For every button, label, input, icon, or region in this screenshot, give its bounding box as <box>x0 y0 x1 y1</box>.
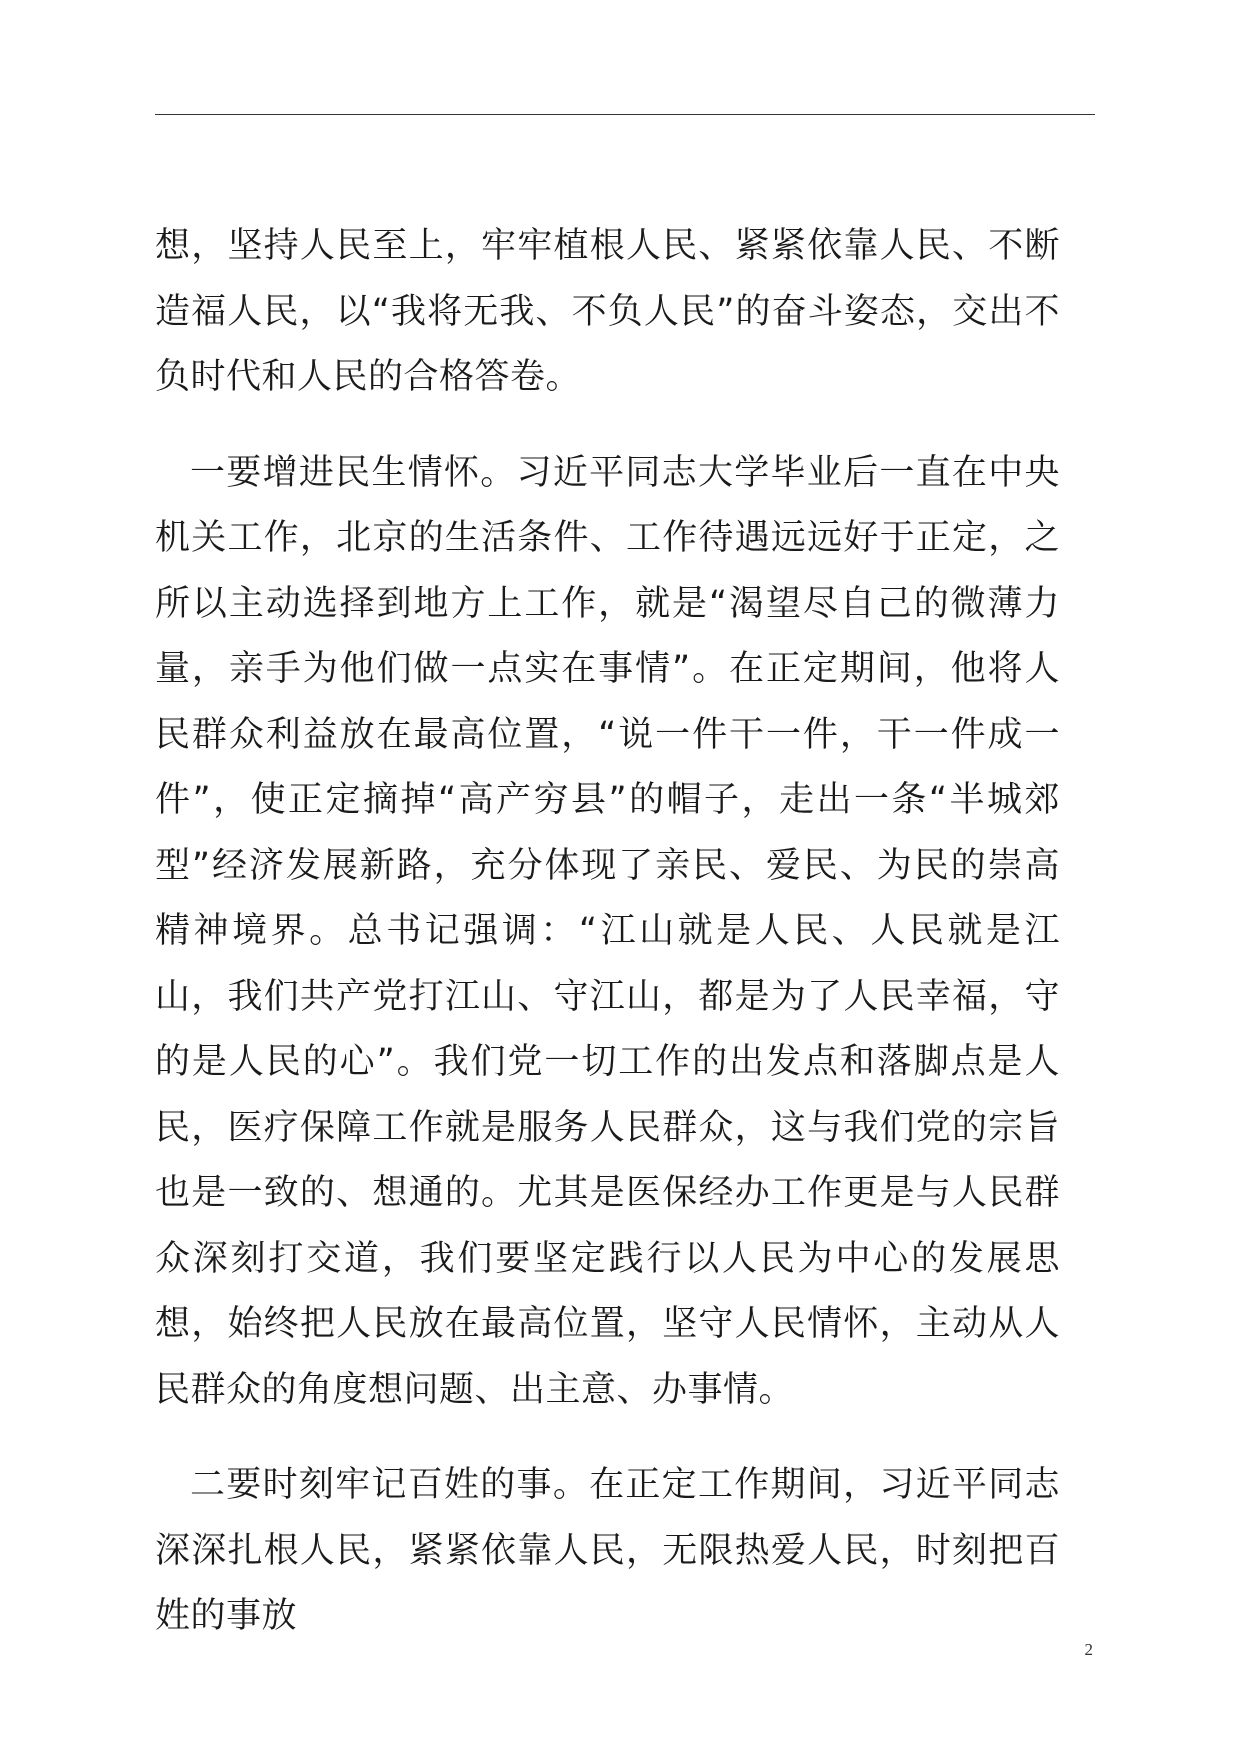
paragraph-remember-people: 二要时刻牢记百姓的事。在正定工作期间，习近平同志深深扎根人民，紧紧依靠人民，无限热爱人民，时刻把百姓的事放 <box>155 1465 1060 1636</box>
paragraph-people-livelihood: 一要增进民生情怀。习近平同志大学毕业后一直在中央机关工作，北京的生活条件、工作待遇远远好于正定，之所以主动选择到地方上工作，就是“渴望尽自己的微薄力量，亲手为他们做一点实在事情”。在正定期间，他将人民群众利益放在最高位置，“说一件干一件，干一件成一件”，使正定摘掉“高产穷县”的帽子，走出一条“半城郊型”经济发展新路，充分体现了亲民、爱民、为民的崇高精神境界。总书记强调：“江山就是人民、人民就是江山，我们共产党打江山、守江山，都是为了人民幸福，守的是人民的心”。我们党一切工作的出发点和落脚点是人民，医疗保障工作就是服务人民群众，这与我们党的宗旨也是一致的、想通的。尤其是医保经办工作更是与人民群众深刻打交道，我们要坚定践行以人民为中心的发展思想，始终把人民放在最高位置，坚守人民情怀，主动从人民群众的角度想问题、出主意、办事情。 <box>155 452 1061 1410</box>
header-rule <box>155 114 1095 115</box>
paragraph-continuation: 想，坚持人民至上，牢牢植根人民、紧紧依靠人民、不断造福人民，以“我将无我、不负人民”的奋斗姿态，交出不负时代和人民的合格答卷。 <box>155 226 1060 397</box>
page-number: 2 <box>1084 1640 1093 1659</box>
body-text <box>155 214 1060 1650</box>
